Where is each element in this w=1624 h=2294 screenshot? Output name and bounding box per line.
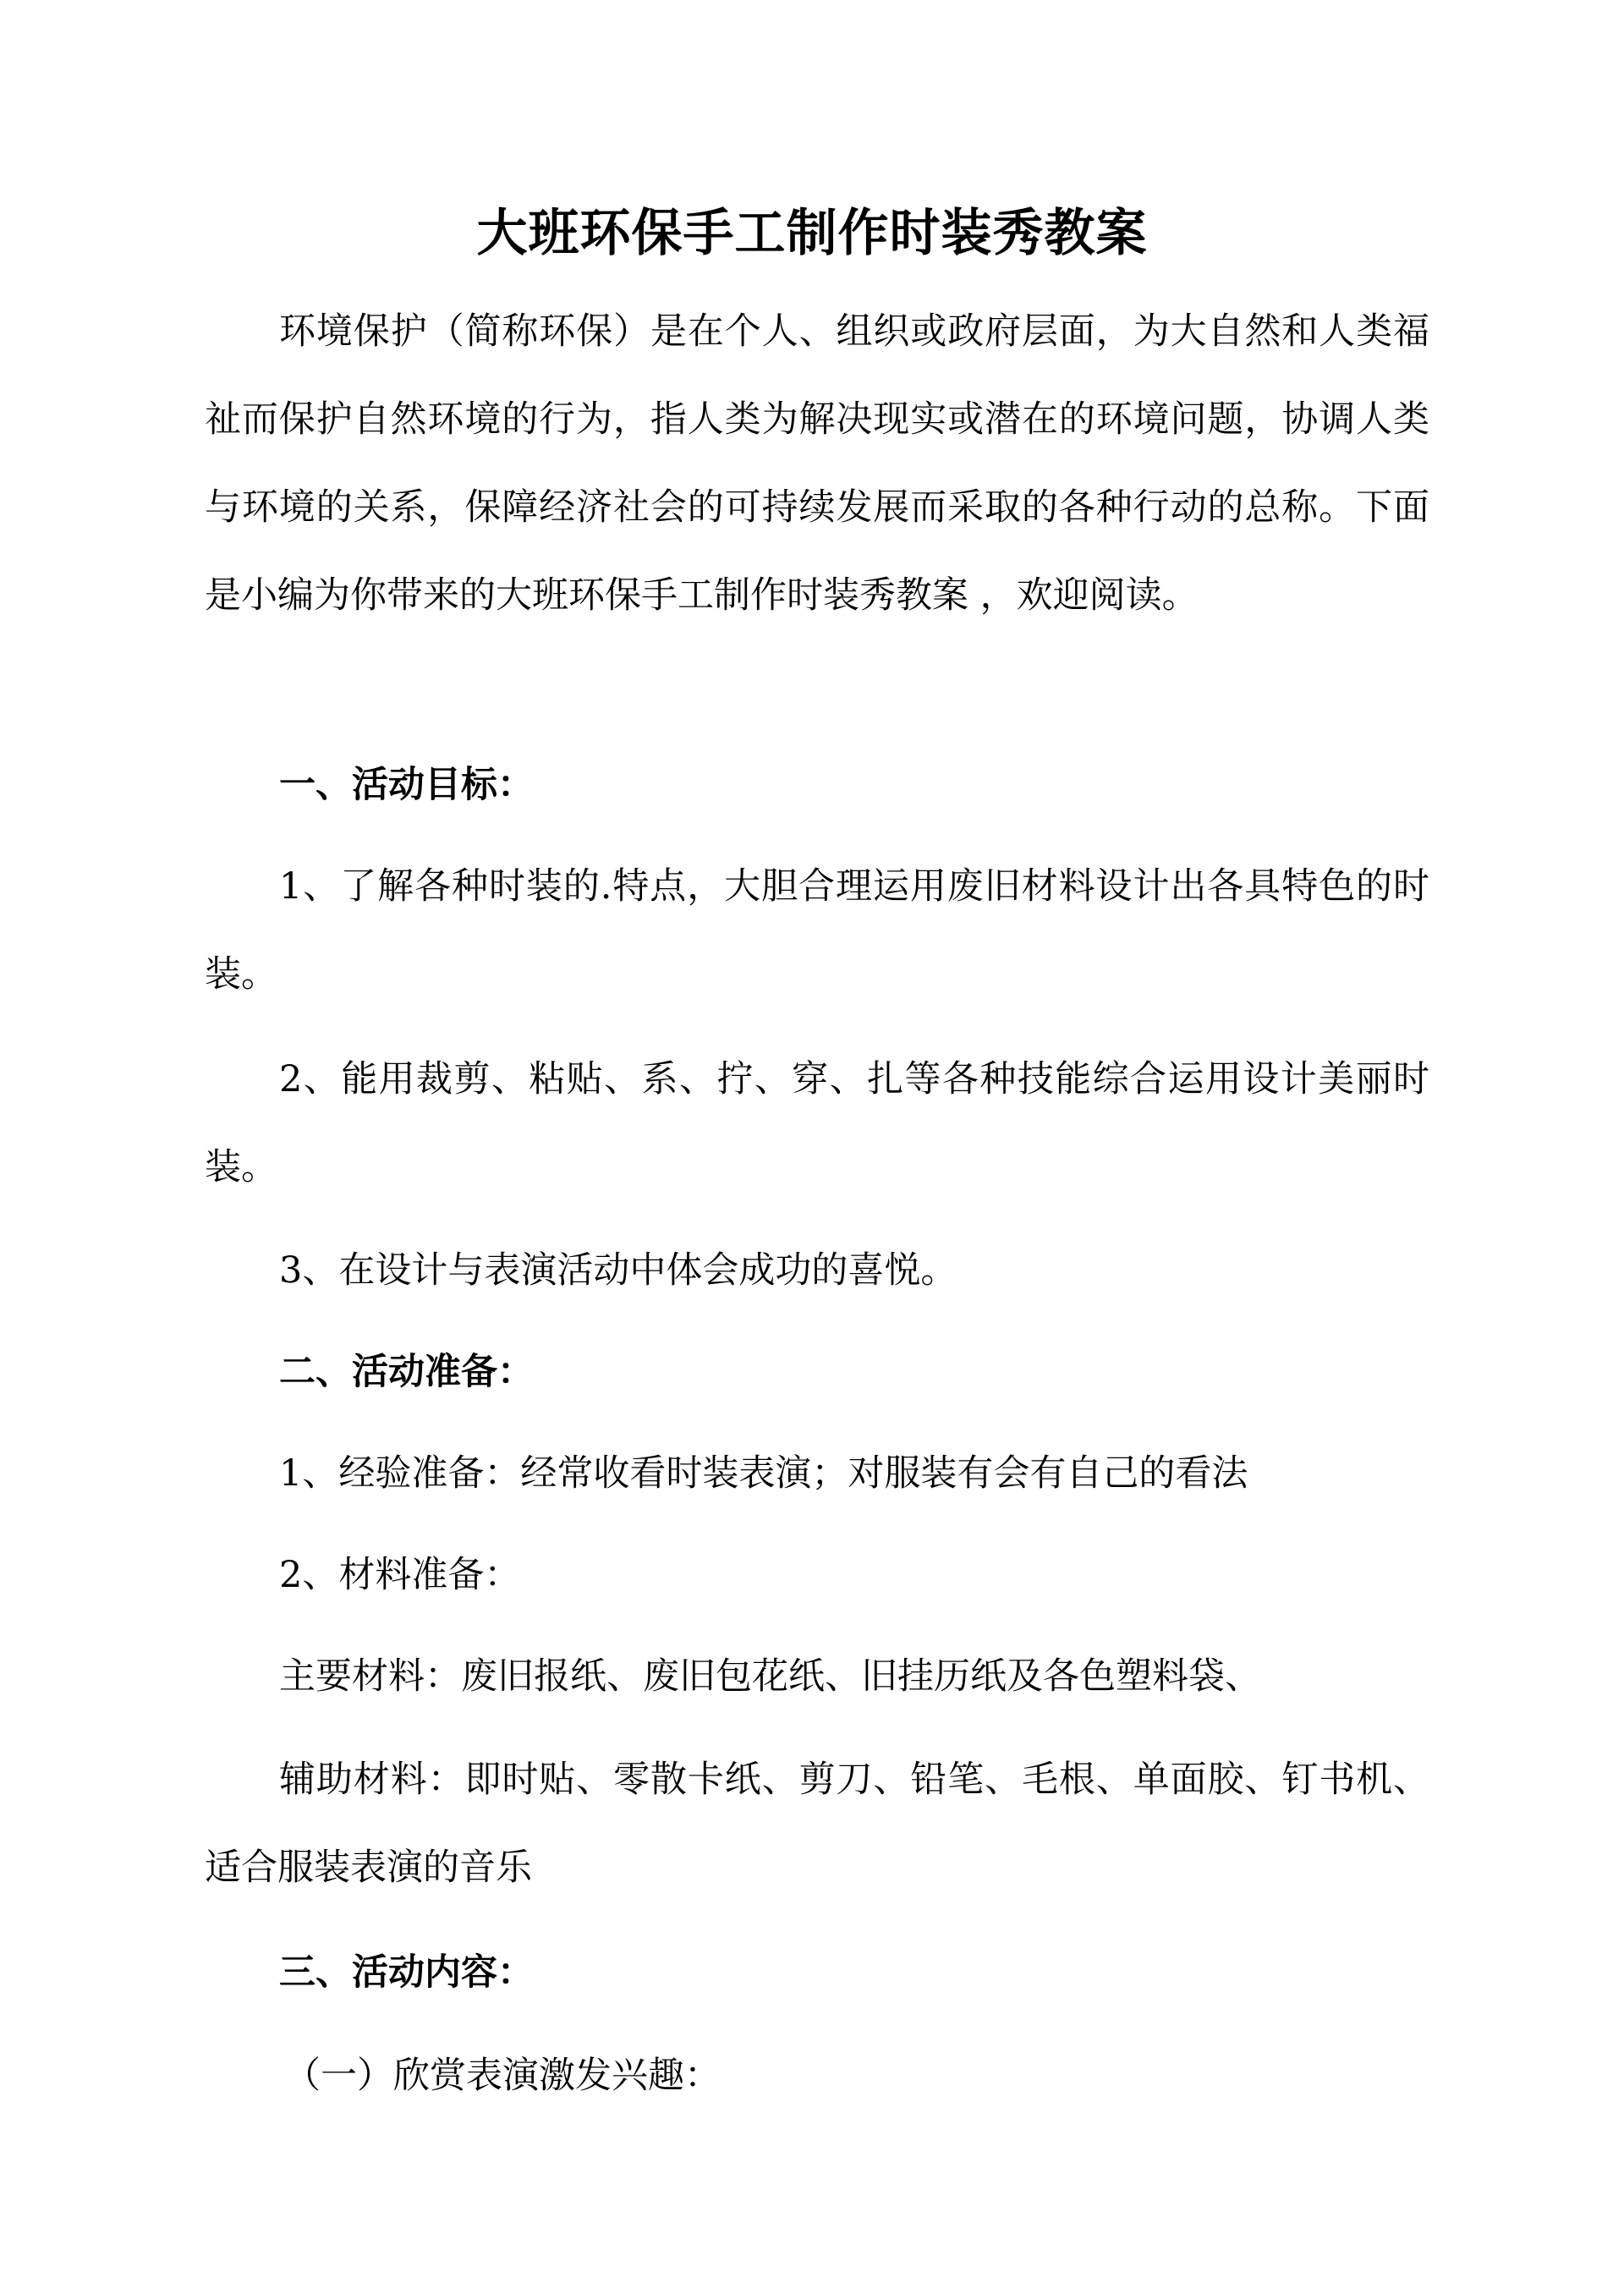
document-title: 大班环保手工制作时装秀教案 xyxy=(476,204,1148,263)
section-heading-content: 三、活动内容： xyxy=(279,1951,534,1994)
section-heading-goals: 一、活动目标： xyxy=(279,764,534,806)
prep-main-materials: 主要材料：废旧报纸、废旧包花纸、旧挂历纸及各色塑料袋、 xyxy=(279,1655,1261,1698)
section-heading-preparation: 二、活动准备： xyxy=(279,1351,534,1393)
goal-item-1: 1、了解各种时装的.特点，大胆合理运用废旧材料设计出各具特色的时装。 xyxy=(205,865,1429,996)
prep-item-experience: 1、经验准备：经常收看时装表演；对服装有会有自己的看法 xyxy=(279,1452,1248,1495)
goal-item-3: 3、在设计与表演活动中体会成功的喜悦。 xyxy=(279,1249,957,1292)
prep-item-materials: 2、材料准备： xyxy=(279,1554,521,1596)
content-subheading-1: （一）欣赏表演激发兴趣： xyxy=(284,2055,721,2097)
prep-aux-materials: 辅助材料：即时贴、零散卡纸、剪刀、铅笔、毛根、单面胶、钉书机、适合服装表演的音乐 xyxy=(205,1759,1429,1889)
goal-item-2: 2、能用裁剪、粘贴、系、拧、穿、扎等各种技能综合运用设计美丽时装。 xyxy=(205,1058,1429,1188)
intro-paragraph: 环境保护（简称环保）是在个人、组织或政府层面，为大自然和人类福祉而保护自然环境的行为，指人类为解决现实或潜在的环境问题，协调人类与环境的关系，保障经济社会的可持续发展而采取的各种行动的总称。下面是小编为你带来的大班环保手工制作时装秀教案 ，欢迎阅读。 xyxy=(205,310,1429,617)
